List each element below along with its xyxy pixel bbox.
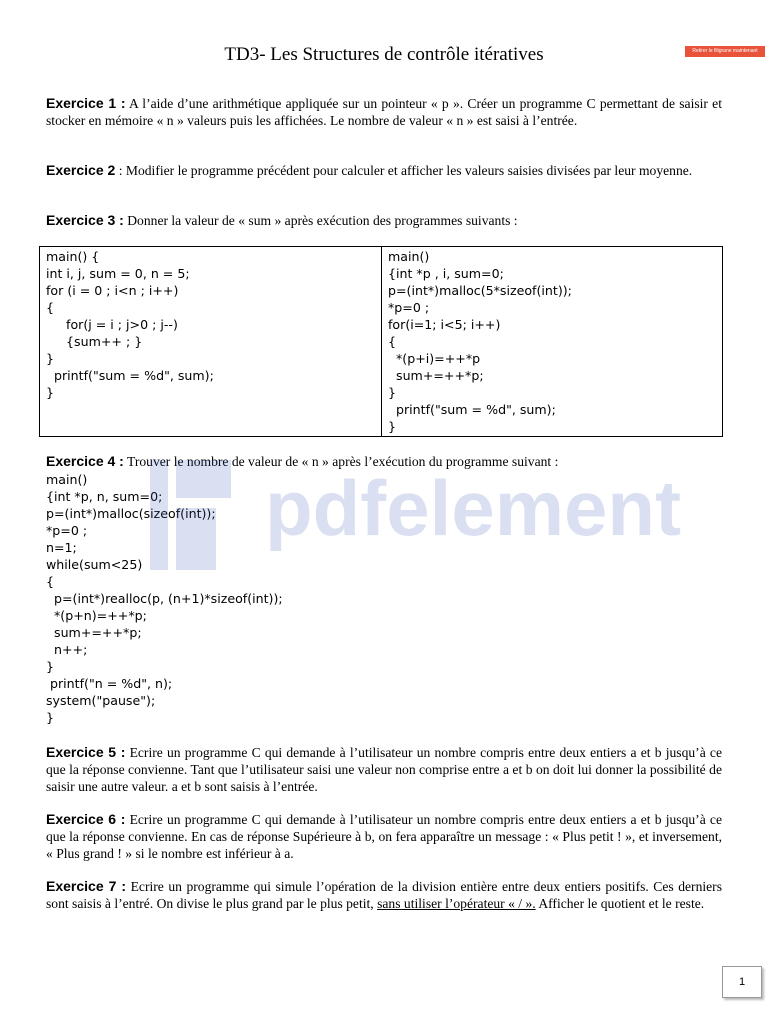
exercise-1-label: Exercice 1 : (46, 95, 126, 111)
exercise-5-text: Ecrire un programme C qui demande à l’utilisateur un nombre compris entre deux entiers a et b jusqu’à ce que la réponse convienne. Tant que l’utilisateur saisi une valeur non comprise entre a et b on doit lui donner la possibilité de saisir une autre valeur. a et b sont saisis à l’entrée. (46, 745, 722, 794)
pdfelement-watermark-logo (150, 440, 682, 590)
exercise-6 (46, 811, 722, 862)
code-table (39, 246, 723, 437)
exercise-5 (46, 744, 722, 795)
page-number: 1 (722, 966, 762, 998)
exercise-2-text: : Modifier le programme précédent pour calculer et afficher les valeurs saisies divisées par leur moyenne. (115, 163, 693, 178)
exercise-2-label: Exercice 2 (46, 162, 116, 178)
exercise-3 (46, 212, 722, 229)
exercise-4-text: Trouver le nombre de valeur de « n » après l’exécution du programme suivant : (123, 454, 559, 469)
exercise-7 (46, 878, 722, 912)
exercise-7-label: Exercice 7 : (46, 878, 127, 894)
exercise-2 (46, 162, 722, 179)
exercise-7-tail: Afficher le quotient et le reste. (535, 896, 705, 911)
exercise-7-text: Ecrire un programme qui simule l’opération de la division entière entre deux entiers positifs. Ces derniers sont saisis à l’entré. On divise le plus grand par le plus petit, (46, 879, 722, 911)
exercise-3-text: Donner la valeur de « sum » après exécution des programmes suivants : (123, 213, 518, 228)
exercise-6-text: Ecrire un programme C qui demande à l’utilisateur un nombre compris entre deux entiers a et b jusqu’à ce que la réponse convienne. En cas de réponse Supérieure à b, on fera apparaître un message : « Plus petit ! », et inversement, « Plus grand ! » si le nombre est inférieur à a. (46, 812, 722, 861)
page-title: TD3- Les Structures de contrôle itératives (224, 44, 544, 65)
exercise-4-label: Exercice 4 : (46, 453, 124, 469)
exercise-1-text: A l’aide d’une arithmétique appliquée sur un pointeur « p ». Créer un programme C permettant de saisir et stocker en mémoire « n » valeurs puis les affichées. Le nombre de valeur « n » est saisi à l’entrée. (46, 96, 722, 128)
code-exercise-4: main() {int *p, n, sum=0; p=(int*)malloc(sizeof(int)); *p=0 ; n=1; while(sum<25) { p=(int*)realloc(p, (n+1)*sizeof(int)); *(p+n)=++*p; sum+=++*p; n++; } printf("n = %d", n); system("pause"); } (46, 472, 283, 725)
exercise-1 (46, 95, 722, 129)
exercise-7-underlined: sans utiliser l’opérateur « / ». (377, 896, 536, 911)
table-divider (381, 247, 382, 436)
code-right: main() {int *p , i, sum=0; p=(int*)malloc(5*sizeof(int)); *p=0 ; for(i=1; i<5; i++) { *(p+i)=++*p sum+=++*p; } printf("sum = %d", sum); } (388, 249, 572, 434)
exercise-6-label: Exercice 6 : (46, 811, 126, 827)
exercise-5-label: Exercice 5 : (46, 744, 126, 760)
exercise-3-label: Exercice 3 : (46, 212, 124, 228)
remove-watermark-button[interactable]: Retirer le filigrane maintenant (685, 46, 765, 57)
code-left: main() { int i, j, sum = 0, n = 5; for (i = 0 ; i<n ; i++) { for(j = i ; j>0 ; j--) {sum++ ; } } printf("sum = %d", sum); } (46, 249, 214, 400)
watermark-text: pdfelement (265, 464, 682, 552)
